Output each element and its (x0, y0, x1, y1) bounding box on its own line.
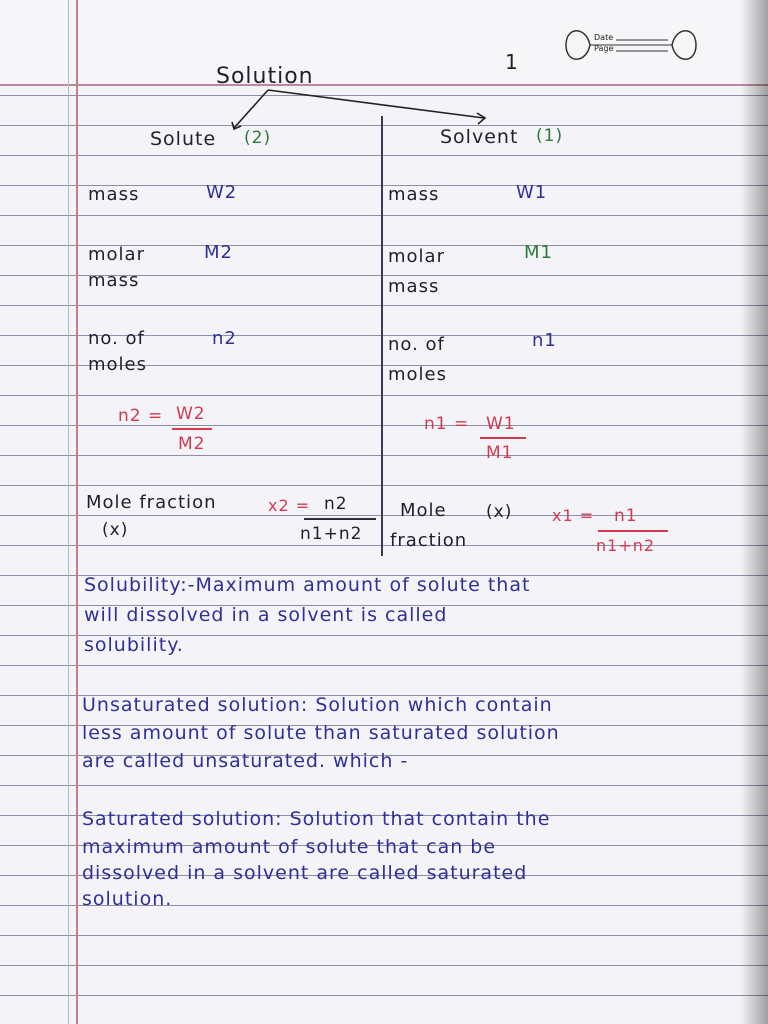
solvent-mole-fraction-symbol: (x) (486, 502, 513, 522)
solute-mole-fraction-lhs: x2 = (268, 496, 311, 515)
solute-mass-label: mass (88, 184, 140, 205)
definition-saturated-line-1: Saturated solution: Solution that contain the (82, 808, 551, 830)
solvent-mole-fraction-lhs: x1 = (552, 506, 595, 525)
solute-moles-formula-lhs: n2 = (118, 406, 164, 426)
solvent-moles-label: no. of moles (388, 334, 447, 385)
solute-index: (2) (244, 128, 272, 148)
solute-moles-label: no. of moles (88, 328, 147, 375)
solute-molar-mass-label: molar mass (88, 244, 145, 291)
solute-header: Solute (150, 128, 217, 150)
solvent-mass-label: mass (388, 184, 440, 205)
definition-solubility-line-1: Solubility:-Maximum amount of solute that (84, 574, 531, 596)
solvent-mole-fraction-den: n1+n2 (596, 536, 656, 555)
definition-saturated-line-2: maximum amount of solute that can be (82, 836, 497, 858)
solvent-mole-fraction-bar (598, 530, 668, 532)
page-number: 1 (505, 50, 518, 74)
solvent-mass-symbol: W1 (516, 182, 548, 203)
solute-mass-symbol: W2 (206, 182, 238, 203)
solvent-moles-symbol: n1 (532, 330, 557, 351)
solvent-moles-formula-lhs: n1 = (424, 414, 470, 434)
definition-solubility-line-3: solubility. (84, 634, 184, 656)
solute-moles-formula-den: M2 (178, 434, 206, 454)
definition-unsaturated-line-1: Unsaturated solution: Solution which contain (82, 694, 553, 716)
solute-mole-fraction-label: Mole fraction (86, 492, 217, 513)
solute-moles-symbol: n2 (212, 328, 237, 349)
solvent-molar-mass-label: molar mass (388, 246, 445, 297)
solvent-mole-fraction-label2: fraction (390, 530, 468, 551)
definition-saturated-line-3: dissolved in a solvent are called saturated (82, 862, 528, 884)
table-divider (381, 116, 383, 556)
solvent-header: Solvent (440, 126, 519, 148)
solvent-index: (1) (536, 126, 564, 146)
solute-mole-fraction-bar (304, 518, 376, 520)
definition-solubility-line-2: will dissolved in a solvent is called (84, 604, 448, 626)
date-label: Date (594, 33, 614, 42)
definition-unsaturated-line-3: are called unsaturated. which - (82, 750, 409, 772)
definition-unsaturated-line-2: less amount of solute than saturated solution (82, 722, 560, 744)
solute-mole-fraction-symbol: (x) (102, 520, 129, 540)
solvent-moles-fraction-bar (480, 437, 526, 439)
solvent-molar-mass-symbol: M1 (524, 242, 553, 263)
solvent-moles-formula-den: M1 (486, 443, 514, 463)
solvent-mole-fraction-label: Mole (400, 500, 447, 521)
solvent-mole-fraction-num: n1 (614, 506, 638, 526)
page-label: Page (594, 44, 614, 53)
definition-saturated-line-4: solution. (82, 888, 173, 910)
solute-moles-formula-num: W2 (176, 404, 206, 424)
solute-moles-fraction-bar (172, 428, 212, 430)
solute-mole-fraction-num: n2 (324, 494, 348, 514)
solvent-moles-formula-num: W1 (486, 414, 516, 434)
solute-mole-fraction-den: n1+n2 (300, 524, 363, 544)
title: Solution (216, 64, 314, 89)
solute-molar-mass-symbol: M2 (204, 242, 233, 263)
